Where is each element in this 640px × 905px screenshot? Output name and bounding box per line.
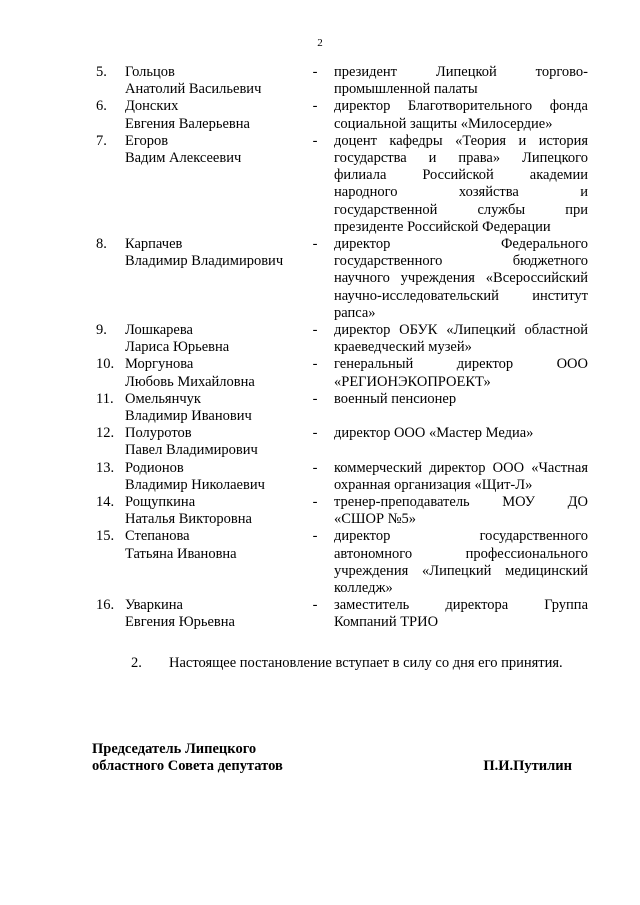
member-entry [96,356,596,390]
member-list [96,64,596,632]
member-position-line: «СШОР №5» [334,511,417,528]
member-dash: - [312,425,318,442]
member-given-names: Владимир Иванович [125,408,252,425]
member-given-names: Владимир Николаевич [125,476,265,493]
member-position [334,528,588,597]
signature-block [92,741,572,775]
member-number: 13. [96,459,115,476]
member-position-line: директор государственного [334,528,588,545]
member-position-line: заместитель директора Группа [334,597,588,614]
member-position-line: рапса» [334,304,376,321]
member-entry [96,322,596,356]
member-number: 14. [96,494,115,511]
member-entry [96,494,596,528]
member-position-line: директор ОБУК «Липецкий областной [334,322,588,339]
member-given-names: Лариса Юрьевна [125,339,230,356]
member-given-names: Любовь Михайловна [125,373,255,390]
member-position-line: филиала Российской академии [334,167,588,184]
member-given-names: Евгения Юрьевна [125,614,235,631]
member-name [125,425,305,459]
member-given-names: Татьяна Ивановна [125,545,237,562]
member-number: 5. [96,64,107,80]
member-given-names: Евгения Валерьевна [125,115,250,132]
member-dash: - [312,322,318,339]
member-position-line: народного хозяйства и [334,184,588,201]
member-surname: Егоров [125,132,169,149]
member-position [334,322,588,356]
member-position-line: научного учреждения «Всероссийский [334,270,588,287]
member-number: 11. [96,390,114,407]
member-position-line: краеведческий музей» [334,339,472,356]
member-position-line: учреждения «Липецкий медицинский [334,562,588,579]
member-position [334,460,588,494]
member-surname: Донских [125,98,179,115]
member-dash: - [312,356,318,373]
clause-number: 2. [131,655,142,671]
member-dash: - [312,64,318,80]
member-name [125,528,305,562]
member-surname: Уваркина [125,597,183,614]
member-surname: Полуротов [125,425,192,442]
signatory-name: П.И.Путилин [483,758,572,775]
member-name [125,98,305,132]
member-position-line: научно-исследовательский институт [334,287,588,304]
member-entry [96,425,596,459]
member-entry [96,528,596,597]
member-surname: Омельянчук [125,390,201,407]
member-name [125,356,305,390]
member-position [334,64,588,98]
member-given-names: Владимир Владимирович [125,253,284,270]
member-position-line: охранная организация «Щит-Л» [334,476,533,493]
member-position [334,425,588,442]
member-entry [96,391,596,425]
member-name [125,64,305,98]
member-position-line: государственного бюджетного [334,253,588,270]
member-entry [96,460,596,494]
member-given-names: Наталья Викторовна [125,511,252,528]
member-number: 12. [96,425,115,442]
member-surname: Карпачев [125,236,183,253]
member-position-line: Компаний ТРИО [334,614,439,631]
member-position [334,236,588,322]
member-name [125,322,305,356]
member-entry [96,98,596,132]
member-dash: - [312,597,318,614]
page-number: 2 [317,37,323,49]
member-dash: - [312,236,318,253]
member-given-names: Анатолий Васильевич [125,81,262,98]
member-name [125,391,305,425]
member-dash: - [312,390,318,407]
member-name [125,460,305,494]
member-name [125,494,305,528]
member-position-line: государства и права» Липецкого [334,150,588,167]
member-surname: Лошкарева [125,322,193,339]
member-position-line: генеральный директор ООО [334,356,588,373]
member-name [125,597,305,631]
member-position-line: президент Липецкой торгово- [334,64,588,80]
member-position [334,597,588,631]
member-position-line: директор ООО «Мастер Медиа» [334,425,534,442]
member-position-line: директор Федерального [334,236,588,253]
member-number: 16. [96,597,115,614]
member-entry [96,133,596,236]
member-position-line: коммерческий директор ООО «Частная [334,459,588,476]
member-position [334,356,588,390]
member-position-line: тренер-преподаватель МОУ ДО [334,494,588,511]
member-dash: - [312,132,318,149]
member-surname: Гольцов [125,64,175,80]
member-surname: Моргунова [125,356,194,373]
signatory-title-line-1: Председатель Липецкого [92,741,257,757]
member-position-line: социальной защиты «Милосердие» [334,115,553,132]
member-number: 8. [96,236,107,253]
member-position-line: директор Благотворительного фонда [334,98,588,115]
member-position [334,494,588,528]
member-dash: - [312,494,318,511]
member-position [334,98,588,132]
member-position-line: промышленной палаты [334,81,478,98]
member-position [334,391,588,408]
member-number: 9. [96,322,107,339]
member-position-line: президенте Российской Федерации [334,218,551,235]
member-position-line: доцент кафедры «Теория и история [334,132,588,149]
signatory-title-line-2: областного Совета депутатов [92,758,283,775]
member-entry [96,64,596,98]
member-given-names: Павел Владимирович [125,442,258,459]
member-given-names: Вадим Алексеевич [125,150,242,167]
clause-2 [131,655,601,672]
member-position-line: военный пенсионер [334,390,457,407]
member-surname: Степанова [125,528,190,545]
member-number: 15. [96,528,115,545]
member-number: 10. [96,356,115,373]
member-entry [96,236,596,322]
member-dash: - [312,459,318,476]
member-surname: Рощупкина [125,494,196,511]
member-name [125,133,305,167]
member-number: 6. [96,98,107,115]
member-position-line: колледж» [334,580,393,597]
clause-text: Настоящее постановление вступает в силу со дня его принятия. [169,655,563,671]
member-position-line: автономного профессионального [334,545,588,562]
member-number: 7. [96,132,107,149]
member-surname: Родионов [125,459,184,476]
member-dash: - [312,98,318,115]
member-name [125,236,305,270]
member-position-line: государственной службы при [334,201,588,218]
member-position [334,133,588,236]
member-position-line: «РЕГИОНЭКОПРОЕКТ» [334,373,491,390]
member-entry [96,597,596,631]
member-dash: - [312,528,318,545]
